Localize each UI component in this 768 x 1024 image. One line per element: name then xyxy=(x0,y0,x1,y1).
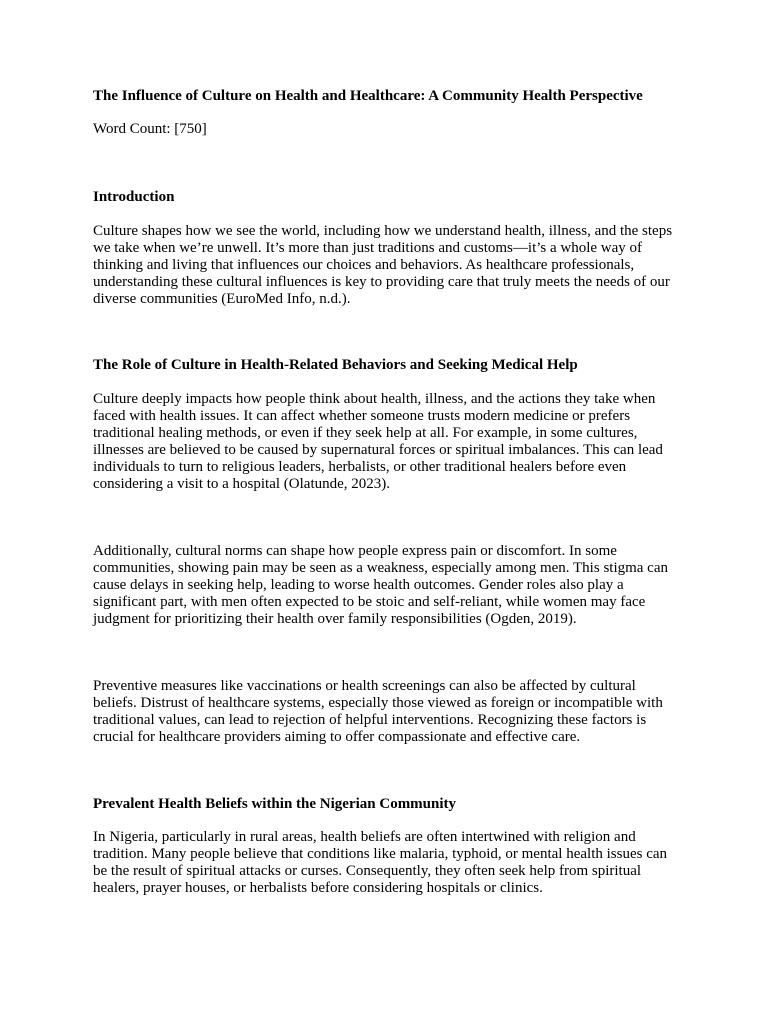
section-heading-nigerian-beliefs: Prevalent Health Beliefs within the Nigerian Community xyxy=(93,796,457,812)
introduction-paragraph: Culture shapes how we see the world, including how we understand health, illness, and the steps we take when we’re unwell. It’s more than just traditions and customs—it’s a whole way of thinking and living that influences our choices and behaviors. As healthcare professionals, understanding these cultural influences is key to providing care that truly meets the needs of our diverse communities (EuroMed Info, n.d.). xyxy=(93,223,673,307)
section-heading-introduction: Introduction xyxy=(93,189,175,205)
word-count: Word Count: [750] xyxy=(93,121,207,137)
section-heading-role-of-culture: The Role of Culture in Health-Related Behaviors and Seeking Medical Help xyxy=(93,357,578,373)
role-of-culture-paragraph-3: Preventive measures like vaccinations or health screenings can also be affected by cultural beliefs. Distrust of healthcare systems, especially those viewed as foreign or incompatible with traditional values, can lead to rejection of helpful interventions. Recognizing these factors is crucial for healthcare providers aiming to offer compassionate and effective care. xyxy=(93,678,663,745)
role-of-culture-paragraph-2: Additionally, cultural norms can shape how people express pain or discomfort. In some communities, showing pain may be seen as a weakness, especially among men. This stigma can cause delays in seeking help, leading to worse health outcomes. Gender roles also play a significant part, with men often expected to be stoic and self-reliant, while women may face judgment for prioritizing their health over family responsibilities (Ogden, 2019). xyxy=(93,543,669,627)
role-of-culture-paragraph-1: Culture deeply impacts how people think about health, illness, and the actions they take when faced with health issues. It can affect whether someone trusts modern medicine or prefers traditional healing methods, or even if they seek help at all. For example, in some cultures, illnesses are believed to be caused by supernatural forces or spiritual imbalances. This can lead individuals to turn to religious leaders, herbalists, or other traditional healers before even considering a visit to a hospital (Olatunde, 2023). xyxy=(93,391,663,492)
nigerian-beliefs-paragraph: In Nigeria, particularly in rural areas, health beliefs are often intertwined with religion and tradition. Many people believe that conditions like malaria, typhoid, or mental health issues can be the result of spiritual attacks or curses. Consequently, they often seek help from spiritual healers, prayer houses, or herbalists before considering hospitals or clinics. xyxy=(93,829,668,896)
document-title: The Influence of Culture on Health and Healthcare: A Community Health Perspective xyxy=(93,88,643,104)
